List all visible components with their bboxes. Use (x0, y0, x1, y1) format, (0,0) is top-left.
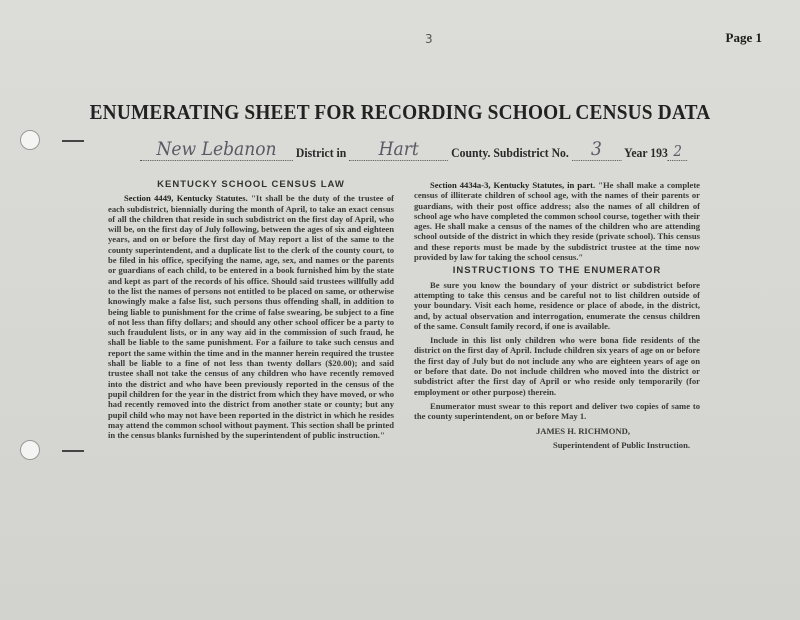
district-field[interactable]: New Lebanon (140, 138, 293, 161)
census-law-column (108, 180, 394, 444)
year-field[interactable]: 2 (668, 142, 688, 161)
district-label: District in (295, 145, 347, 160)
page-label: Page 1 (725, 30, 762, 45)
section-body: "He shall make a complete census of illiterate children of school age, with the names of their parents or guardians, with their post office address; also the names of all children of school age who have completed the common school course, together with their ages. He shall make a census of the names of the children who are attending school outside of the district in which they reside (private school). This census and these reports must be made by the subdistrict trustee at the time now provided by law for taking the school census." (414, 180, 700, 263)
handwritten-mark: 3 (425, 32, 433, 46)
subdistrict-field[interactable]: 3 (572, 138, 622, 161)
form-header-row (140, 138, 683, 164)
instruction-paragraph: Be sure you know the boundary of your district or subdistrict before attempting to take this census and be careful not to list children outside of your boundary. Visit each home, residence or place of abode, in the district, and, by actual observation and interrogation, enumerate the census children of the same. Consult family record, if one is available. (414, 279, 700, 331)
year-label: Year 193 (624, 145, 668, 160)
binder-hole (20, 130, 40, 150)
section-body: "It shall be the duty of the trustee of each subdistrict, biennially during the month of April, to take an exact census of all the children that reside in such subdistrict on the first day of April, who will be, on the first day of July following, between the ages of six and eighteen years, and on or before the first day of May report a list of the same to the county superintendent, and a duplicate list to the clerk of the county court, to be filed in his office, specifying the name, age, sex, and names or the parents or guardians of each child, to be entered in a book furnished him by the state and kept as part of the records of his office. Should said trustees willfully add to the list the names of persons not entitled to be placed on same, or otherwise knowingly make a false list, such persons thus offending shall, in addition to being liable to punishment for the crime of false swearing, be subject to a fine of not less than fifty dollars; and should any other school officer be a party to such fraudulent lists, or in any way aid in the commission of such fraud, he shall be liable to the same punishment. For a failure to take such census and report the same within the time and in the manner herein required the trustee shall be liable to a fine of not less than twenty dollars ($20.00); and said trustee shall not take the census of any children who have recently removed into the district and who have been previously reported in the census of the pupil children for the year in the district from which they have moved, or who had recently removed into the district from another state or county; but any pupil child who may not have been reported in the district in which he resides may attend the common school without payment. This section shall be printed in the census blanks furnished by the superintendent of public instruction." (108, 193, 394, 441)
signature-title: Superintendent of Public Instruction. (552, 439, 690, 450)
section-reference: Section 4449, Kentucky Statutes. (124, 193, 248, 204)
instruction-paragraph: Enumerator must swear to this report and deliver two copies of same to the county superintendent, on or before May 1. (414, 400, 700, 422)
section-reference: Section 4434a-3, Kentucky Statutes, in part. (430, 180, 596, 190)
binder-hole (20, 440, 40, 460)
pencil-mark (62, 450, 84, 452)
pencil-mark (62, 140, 84, 142)
county-field[interactable]: Hart (349, 138, 448, 161)
instructions-column (414, 180, 700, 454)
section-4434-text (414, 180, 700, 262)
document-title: ENUMERATING SHEET FOR RECORDING SCHOOL CENSUS DATA (89, 100, 711, 124)
signature-name: JAMES H. RICHMOND, (535, 425, 630, 436)
county-label: County. Subdistrict No. (451, 145, 569, 160)
instruction-paragraph: Include in this list only children who were bona fide residents of the district on the first day of April. Include children six years of age on or before the first day of July but do not include any who are eighteen years of age on or before that date. Do not include children who moved into the district or subdistrict after the first day of April or who reside only temporarily (for employment or other purpose) therein. (414, 335, 700, 397)
census-law-heading: KENTUCKY SCHOOL CENSUS LAW (157, 179, 345, 190)
census-law-text (108, 193, 394, 440)
instructions-heading: INSTRUCTIONS TO THE ENUMERATOR (452, 265, 662, 277)
